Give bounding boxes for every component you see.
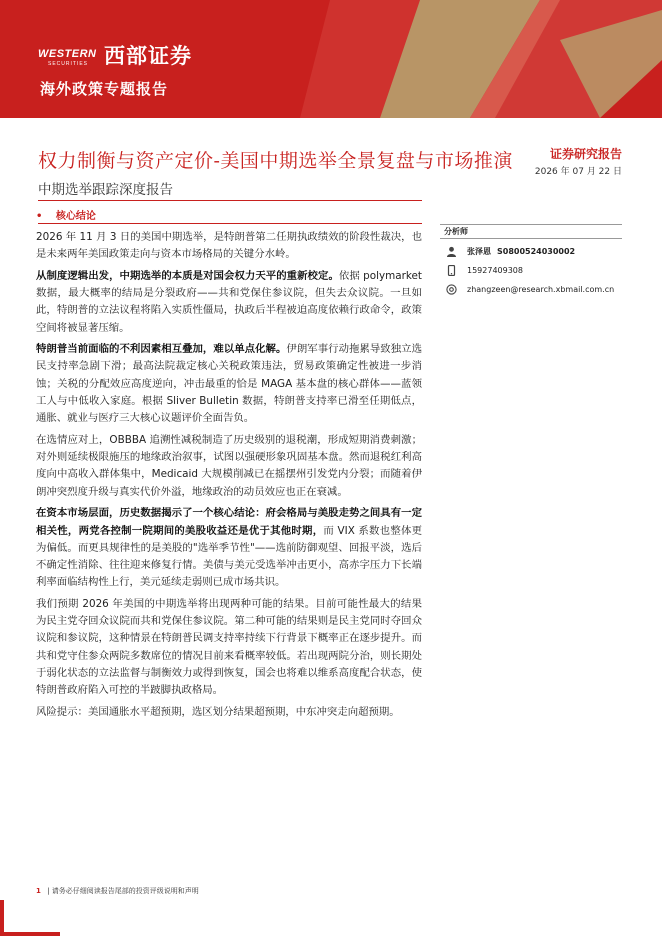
paragraph-text: 在选情应对上，OBBBA 追溯性减税制造了历史级别的退税潮，形成短期消费刺激；对外则延续极限施压的地缘政治叙事，试图以强硬形象巩固基本盘。然而退税红利高度向中高收入群体集中，Medicaid 大规模削减已在摇摆州引发党内分裂；而随着伊朗冲突烈度升级与真实代价外溢，地缘政治的动员效应也正在衰减。 <box>36 433 422 498</box>
corner-mark <box>0 932 60 936</box>
analyst-phone: 15927409308 <box>467 266 523 275</box>
divider <box>38 223 422 224</box>
page-subtitle: 中期选举跟踪深度报告 <box>38 182 173 198</box>
paragraph <box>36 432 422 501</box>
analyst-label: 分析师 <box>444 227 468 236</box>
paragraph-text: 而 VIX 系数也整体更为偏低。而更具规律性的是美股的"选举季节性"——选前防御观望、回报平淡，选后不确定性消除、往往迎来修复行情。美债与美元受选举冲击更小，高赤字压力下长端利率面临结构性上行，美元延续走弱则已成市场共识。 <box>36 524 422 589</box>
phone-icon <box>446 265 457 276</box>
paragraph-text: 伊朗军事行动拖累导致独立选民支持率急剧下滑；最高法院裁定核心关税政策违法，贸易政策确定性被进一步消蚀；关税的分配效应高度逆向，冲击最重的恰是 MAGA 基本盘的核心群体——蓝领工人与中低收入家庭。根据 Sliver Bulletin 数据，特朗普支持率已滑至任期低点，通胀、就业与医疗三大核心议题评价全面告负。 <box>36 343 422 425</box>
analyst-cert: S0800524030002 <box>497 247 576 256</box>
brand-name: 西部证券 <box>104 44 192 68</box>
paragraph-lead: 特朗普当前面临的不利因素相互叠加，难以单点化解。 <box>36 343 287 356</box>
paragraph-text: 依据 polymarket 数据，最大概率的结局是分裂政府——共和党保住参议院，但失去众议院。一旦如此，特朗普的立法议程将陷入实质性僵局，执政后半程被迫高度依赖行政命令，政策空间将被显著压缩。 <box>36 269 422 334</box>
page-number: 1 <box>36 887 41 895</box>
section-heading <box>36 207 96 222</box>
analyst-name-row <box>446 246 575 257</box>
paragraph <box>36 268 422 337</box>
paragraph <box>36 704 422 721</box>
footer-disclaimer: 请务必仔细阅读报告尾部的投资评级说明和声明 <box>51 887 199 895</box>
paragraph-text: 风险提示：美国通胀水平超预期，选区划分结果超预期，中东冲突走向超预期。 <box>36 705 400 718</box>
email-icon <box>446 284 457 295</box>
analyst-name: 张泽恩 <box>467 247 491 256</box>
divider <box>440 238 622 239</box>
divider <box>38 200 422 201</box>
analyst-email-row <box>446 284 614 295</box>
person-icon <box>446 246 457 257</box>
paragraph-text: 2026 年 11 月 3 日的美国中期选举，是特朗普第二任期执政绩效的阶段性裁决，也是未来两年美国政策走向与资本市场格局的关键分水岭。 <box>36 231 422 261</box>
brand-en: WESTERN <box>38 48 97 60</box>
paragraph <box>36 596 422 700</box>
paragraph <box>36 505 422 591</box>
report-series: 海外政策专题报告 <box>40 80 169 98</box>
header-banner <box>0 0 662 118</box>
corner-mark <box>0 900 4 936</box>
page-footer <box>36 886 199 896</box>
divider <box>440 224 622 225</box>
analyst-phone-row <box>446 265 523 276</box>
paragraph-lead: 在资本市场层面，历史数据揭示了一个核心结论：府会格局与美股走势之间具有一定相关性，两党各控制一院期间的美股收益还是优于其他时期， <box>36 507 422 537</box>
section-heading-text: 核心结论 <box>55 211 96 222</box>
brand-en-sub: SECURITIES <box>48 61 89 67</box>
doc-type: 证券研究报告 <box>549 147 622 161</box>
footer-separator: | <box>47 887 50 895</box>
western-logo-icon <box>38 42 100 68</box>
main-text <box>36 229 422 725</box>
paragraph <box>36 229 422 264</box>
page-title: 权力制衡与资产定价-美国中期选举全景复盘与市场推演 <box>38 150 513 172</box>
brand-logo <box>38 40 192 70</box>
analyst-email[interactable]: zhangzeen@research.xbmail.com.cn <box>467 285 615 294</box>
bullet-icon: • <box>36 211 43 222</box>
paragraph-text: 我们预期 2026 年美国的中期选举将出现两种可能的结果。目前可能性最大的结果为民主党夺回众议院而共和党保住参议院。第二种可能的结果则是民主党同时夺回众议院和参议院，这种情景在特朗普民调支持率持续下行背景下概率正在逐步提升。而共和党守住参众两院多数席位的情况目前来看概率较低。若出现两院分治，则长期处于弱化状态的立法监督与制衡效力或得到恢复，国会也将难以维系高度配合状态，使特朗普政府陷入可控的半跛脚执政格局。 <box>36 597 422 697</box>
paragraph-lead: 从制度逻辑出发，中期选举的本质是对国会权力天平的重新校定。 <box>36 269 339 282</box>
paragraph <box>36 341 422 427</box>
doc-date: 2026 年 07 月 22 日 <box>534 167 622 177</box>
